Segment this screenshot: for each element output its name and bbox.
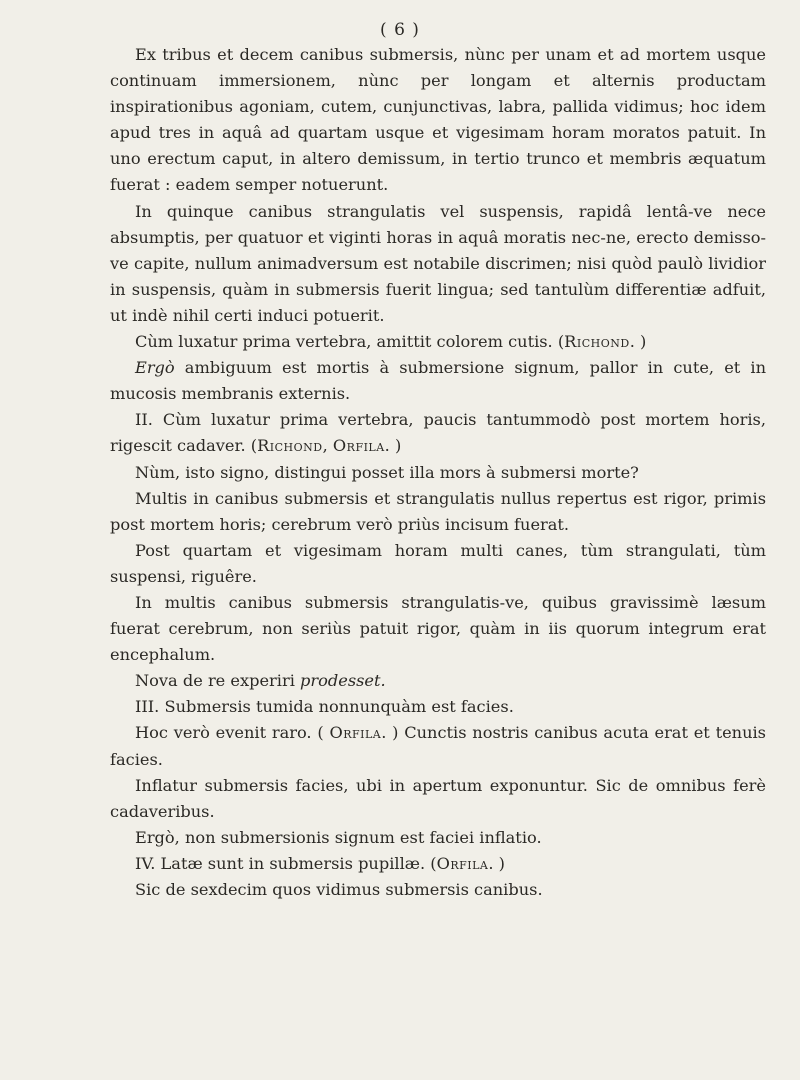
paragraph [110, 851, 766, 877]
author-citation: Orfila [436, 853, 489, 873]
text-segment: . ) [384, 436, 402, 456]
text-segment: Ergò, non submersionis signum est faciei inflatio. [135, 827, 542, 847]
body-text [110, 42, 766, 903]
text-segment: Cùm luxatur prima vertebra, amittit colorem cutis. ( [135, 332, 565, 352]
text-segment: III. Submersis tumida nonnunquàm est facies. [135, 697, 514, 717]
text-segment: , [322, 436, 333, 456]
paragraph [110, 877, 766, 903]
paragraph [110, 460, 766, 486]
paragraph [110, 486, 766, 538]
author-citation: Richond [257, 436, 323, 456]
text-segment: ambiguum est mortis à submersione signum, pallor in cute, et in mucosis membranis externis. [110, 358, 766, 404]
paragraph [110, 407, 766, 459]
author-citation: Richond [564, 332, 630, 352]
text-segment: Nùm, isto signo, distingui posset illa mors à submersi morte? [135, 462, 639, 482]
text-segment: . ) [629, 332, 647, 352]
paragraph [110, 590, 766, 668]
text-segment: Sic de sexdecim quos vidimus submersis canibus. [135, 880, 543, 899]
text-segment: II. Cùm luxatur prima vertebra, paucis tantummodò post mortem horis, rigescit cadaver. ( [110, 410, 766, 456]
text-segment: . ) [488, 853, 505, 873]
page-number: ( 6 ) [380, 20, 420, 40]
paragraph [110, 668, 766, 694]
text-segment: Inflatur submersis facies, ubi in apertum exponuntur. Sic de omnibus ferè cadaveribus. [110, 775, 766, 821]
text-segment: Multis in canibus submersis et strangulatis nullus repertus est rigor, primis post mortem horis; cerebrum verò priùs incisum fuerat. [110, 488, 766, 534]
italic-text: Ergò [135, 358, 175, 378]
text-segment: . ) Cunctis nostris canibus acuta erat et tenuis facies. [110, 723, 766, 769]
paragraph [110, 355, 766, 407]
text-segment: In multis canibus submersis strangulatis-ve, quibus gravissimè læsum fuerat cerebrum, non seriùs patuit rigor, quàm in iis quorum integrum erat encephalum. [110, 592, 766, 665]
paragraph [110, 42, 766, 199]
text-segment: In quinque canibus strangulatis vel suspensis, rapidâ lentâ-ve nece absumptis, per quatuor et viginti horas in aquâ moratis nec-ne, erecto demisso-ve capite, nullum animadversum est notabile discrimen; nisi quòd paulò lividior in suspensis, quàm in submersis fuerit lingua; sed tantulùm differentiæ adfuit, ut indè nihil certi induci potuerit. [110, 201, 766, 325]
text-segment: IV. Latæ sunt in submersis pupillæ. ( [135, 853, 437, 873]
paragraph [110, 694, 766, 720]
paragraph [110, 538, 766, 590]
paragraph [110, 773, 766, 825]
paragraph [110, 329, 766, 355]
text-segment: Post quartam et vigesimam horam multi canes, tùm strangulati, tùm suspensi, riguêre. [110, 540, 766, 586]
text-segment: Nova de re experiri [135, 671, 301, 691]
text-segment: Hoc verò evenit raro. ( [135, 723, 330, 743]
author-citation: Orfila [329, 723, 382, 743]
text-segment: Ex tribus et decem canibus submersis, nùnc per unam et ad mortem usque continuam immersionem, nùnc per longam et alternis productam inspirationibus agoniam, cutem, cunjunctivas, labra, pallida vidimus; hoc idem apud tres in aquâ ad quartam usque et vigesimam horam moratos patuit. In uno erectum caput, in altero demissum, in tertio trunco et membris æquatum fuerat : eadem semper notuerunt. [110, 45, 766, 195]
author-citation: Orfila [332, 436, 385, 456]
italic-text: prodesset. [300, 671, 386, 691]
paragraph [110, 199, 766, 329]
paragraph [110, 720, 766, 772]
paragraph [110, 825, 766, 851]
